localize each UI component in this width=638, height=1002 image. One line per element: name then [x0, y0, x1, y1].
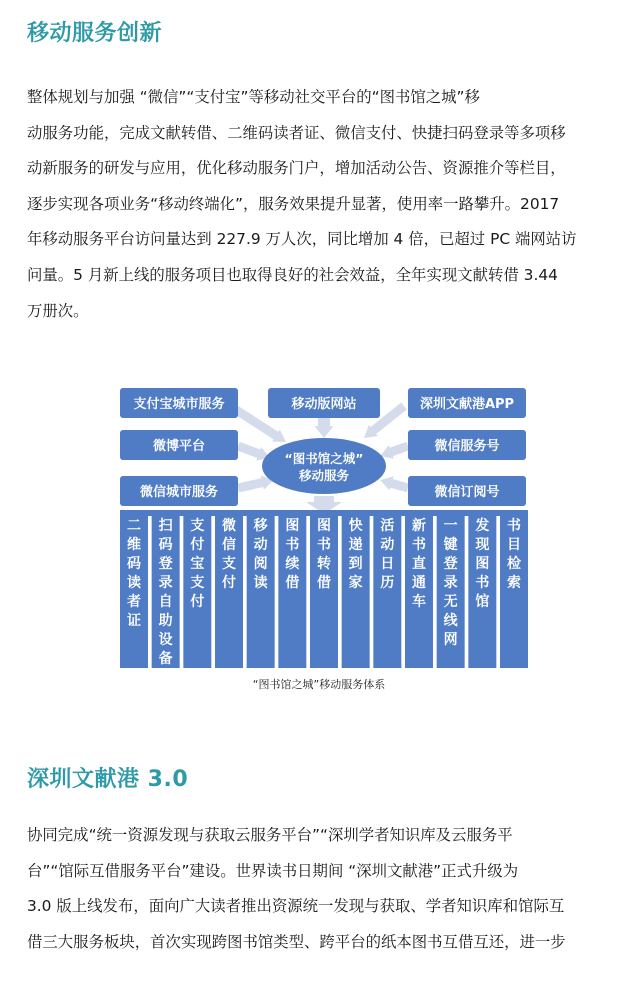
service-column-char: 车	[412, 594, 426, 610]
service-column-4	[247, 512, 275, 668]
service-column-char: 书	[412, 537, 426, 553]
service-column-char: 码	[127, 556, 141, 572]
mobile-service-system-diagram	[118, 384, 530, 668]
service-column-char: 图	[285, 518, 300, 534]
service-column-char: 网	[443, 632, 458, 648]
service-column-char: 登	[158, 556, 173, 572]
service-column-char: 快	[348, 518, 363, 534]
service-column-6	[310, 512, 338, 668]
left-service-box-1	[120, 430, 238, 460]
right-service-box-1	[408, 430, 526, 460]
service-column-char: 码	[158, 537, 173, 553]
top-service-box	[268, 388, 380, 418]
service-column-char: 阅	[253, 556, 268, 572]
arrow-top	[314, 418, 333, 438]
service-column-char: 支	[190, 518, 205, 534]
service-column-char: 录	[158, 575, 173, 591]
paragraph-line: 台”“馆际互借服务平台”建设。世界读书日期间 “深圳文献港”正式升级为	[27, 861, 519, 880]
service-column-char: 续	[285, 556, 300, 572]
right-service-box-1-label: 微信服务号	[434, 439, 500, 454]
right-service-box-2-label: 微信订阅号	[434, 485, 500, 500]
service-column-char: 馆	[475, 594, 490, 610]
paragraph-line: 3.0 版上线发布，面向广大读者推出资源统一发现与获取、学者知识库和馆际互	[27, 897, 565, 916]
service-column-char: 备	[158, 651, 173, 667]
service-column-char: 录	[443, 575, 458, 591]
service-column-char: 历	[380, 575, 395, 591]
service-column-char: 通	[412, 575, 426, 591]
service-column-2	[183, 512, 211, 668]
service-column-7	[342, 512, 370, 668]
left-service-box-2-label: 微信城市服务	[139, 485, 219, 500]
service-column-char: 维	[127, 537, 141, 553]
service-column-char: 借	[317, 575, 331, 591]
service-column-char: 目	[507, 537, 521, 553]
paragraph-line: 整体规划与加强 “微信”“支付宝”等移动社交平台的“图书馆之城”移	[27, 88, 480, 106]
service-column-char: 书	[475, 575, 490, 591]
service-column-12	[500, 512, 528, 668]
service-column-char: 自	[158, 594, 173, 610]
service-column-11	[468, 512, 496, 668]
service-column-char: 登	[443, 556, 458, 572]
service-column-char: 动	[253, 537, 268, 553]
service-column-char: 助	[158, 613, 173, 629]
section-paragraph-mobile-service	[27, 80, 623, 329]
service-column-char: 支	[190, 575, 205, 591]
service-column-char: 书	[285, 537, 300, 553]
arrow-right-bottom	[378, 473, 410, 495]
service-column-char: 支	[222, 556, 236, 572]
service-column-8	[373, 512, 401, 668]
service-column-char: 发	[475, 518, 490, 534]
left-service-box-2	[120, 476, 238, 506]
service-column-char: 索	[507, 575, 521, 591]
service-column-char: 付	[222, 575, 236, 591]
service-column-char: 无	[443, 594, 458, 610]
section-title-mobile-service: 移动服务创新	[27, 21, 163, 46]
service-column-char: 二	[127, 518, 141, 534]
service-column-9	[405, 512, 433, 668]
service-column-char: 证	[127, 613, 141, 629]
center-title: “图书馆之城”	[284, 451, 364, 466]
service-column-char: 微	[222, 518, 236, 534]
paragraph-line: 动服务功能，完成文献转借、二维码读者证、微信支付、快捷扫码登录等多项移	[27, 123, 566, 142]
service-column-char: 书	[507, 518, 521, 534]
left-service-box-0	[120, 388, 238, 418]
service-column-char: 到	[348, 556, 363, 572]
service-column-char: 宝	[190, 556, 205, 572]
diagram-canvas	[118, 384, 530, 668]
right-service-box-0-label: 深圳文献港APP	[419, 397, 515, 412]
service-column-10	[437, 512, 465, 668]
service-column-char: 递	[348, 537, 363, 553]
service-column-char: 键	[443, 537, 458, 553]
service-column-char: 扫	[158, 518, 173, 534]
service-column-char: 书	[317, 537, 331, 553]
service-column-char: 者	[127, 594, 141, 610]
paragraph-line: 问量。5 月新上线的服务项目也取得良好的社会效益，全年实现文献转借 3.44	[27, 265, 558, 284]
service-column-char: 读	[127, 575, 141, 591]
service-column-char: 日	[380, 556, 395, 572]
center-subtitle: 移动服务	[298, 468, 350, 483]
service-column-char: 设	[158, 632, 173, 648]
service-column-3	[215, 512, 243, 668]
service-column-char: 新	[412, 518, 426, 534]
service-column-char: 家	[348, 575, 363, 591]
diagram-caption: “图书馆之城”移动服务体系	[252, 678, 386, 691]
service-column-char: 线	[443, 613, 458, 629]
left-service-box-0-label: 支付宝城市服务	[133, 397, 225, 412]
service-column-char: 图	[317, 518, 331, 534]
section-paragraph-document-port	[27, 818, 623, 960]
service-column-char: 一	[443, 518, 458, 534]
service-column-char: 图	[475, 556, 490, 572]
paragraph-line: 万册次。	[27, 301, 89, 320]
service-column-char: 付	[190, 594, 205, 610]
paragraph-line: 年移动服务平台访问量达到 227.9 万人次，同比增加 4 倍，已超过 PC 端网站访	[27, 230, 577, 249]
paragraph-line: 协同完成“统一资源发现与获取云服务平台”“深圳学者知识库及云服务平	[27, 826, 513, 844]
top-service-box-label: 移动版网站	[291, 397, 357, 412]
service-column-char: 借	[285, 575, 300, 591]
paragraph-line: 借三大服务板块，首次实现跨图书馆类型、跨平台的纸本图书互借互还，进一步	[27, 932, 566, 951]
service-column-char: 检	[507, 556, 521, 572]
service-column-char: 现	[475, 537, 490, 553]
service-column-5	[278, 512, 306, 668]
service-column-char: 直	[412, 556, 426, 572]
center-ellipse	[262, 438, 386, 494]
left-service-box-1-label: 微博平台	[152, 439, 206, 454]
service-column-char: 读	[253, 575, 268, 591]
service-column-char: 付	[190, 537, 205, 553]
service-column-0	[120, 512, 148, 668]
service-column-1	[152, 512, 180, 668]
service-column-char: 动	[380, 537, 395, 553]
service-column-char: 移	[253, 518, 268, 534]
paragraph-line: 动新服务的研发与应用，优化移动服务门户，增加活动公告、资源推介等栏目，	[27, 159, 566, 178]
paragraph-line: 逐步实现各项业务“移动终端化”，服务效果提升显著，使用率一路攀升。2017	[27, 194, 560, 213]
section-title-document-port: 深圳文献港 3.0	[27, 767, 189, 792]
right-service-box-2	[408, 476, 526, 506]
service-column-char: 活	[380, 518, 395, 534]
service-column-char: 转	[317, 556, 331, 572]
right-service-box-0	[408, 388, 526, 418]
service-column-char: 信	[222, 537, 236, 553]
